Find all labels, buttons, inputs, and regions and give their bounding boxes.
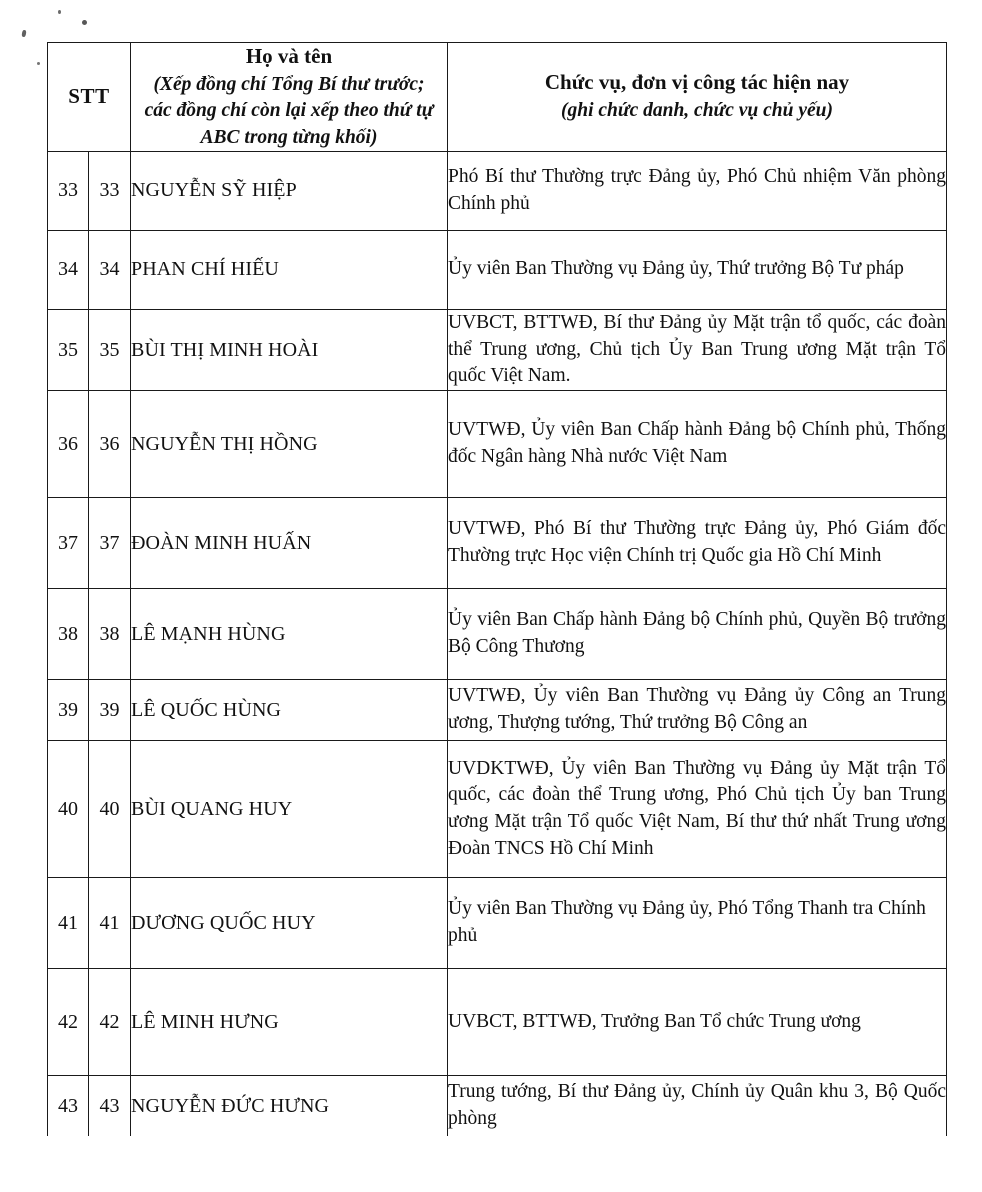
table-row — [48, 151, 947, 230]
row-position: UVTWĐ, Ủy viên Ban Thường vụ Đảng ủy Công an Trung ương, Thượng tướng, Thứ trưởng Bộ Công an — [448, 680, 947, 741]
row-stt-a: 40 — [48, 741, 89, 878]
row-name: BÙI THỊ MINH HOÀI — [131, 309, 448, 391]
row-stt-a: 39 — [48, 680, 89, 741]
table-row — [48, 230, 947, 309]
row-name: PHAN CHÍ HIẾU — [131, 230, 448, 309]
row-name: NGUYỄN SỸ HIỆP — [131, 151, 448, 230]
row-stt-a: 38 — [48, 589, 89, 680]
column-header-position — [448, 43, 947, 152]
table-header — [48, 43, 947, 152]
row-position: Phó Bí thư Thường trực Đảng ủy, Phó Chủ nhiệm Văn phòng Chính phủ — [448, 151, 947, 230]
table-row — [48, 741, 947, 878]
row-stt-b: 35 — [89, 309, 131, 391]
scan-speck-icon — [21, 30, 26, 38]
table-row — [48, 498, 947, 589]
table-row — [48, 309, 947, 391]
row-position: UVBCT, BTTWĐ, Trưởng Ban Tổ chức Trung ương — [448, 969, 947, 1076]
column-header-position-title: Chức vụ, đơn vị công tác hiện nay — [544, 70, 850, 95]
column-header-name-note-line-1: (Xếp đồng chí Tổng Bí thư trước; — [153, 74, 425, 96]
row-stt-b: 41 — [89, 878, 131, 969]
row-stt-b: 39 — [89, 680, 131, 741]
scan-speck-icon — [37, 62, 40, 65]
column-header-position-note: (ghi chức danh, chức vụ chủ yếu) — [561, 100, 833, 122]
row-stt-a: 33 — [48, 151, 89, 230]
header-row — [48, 43, 947, 152]
row-stt-a: 34 — [48, 230, 89, 309]
row-name: NGUYỄN ĐỨC HƯNG — [131, 1076, 448, 1137]
row-stt-b: 34 — [89, 230, 131, 309]
roster-table — [47, 42, 947, 1136]
row-name: LÊ MẠNH HÙNG — [131, 589, 448, 680]
row-position: UVBCT, BTTWĐ, Bí thư Đảng ủy Mặt trận tổ quốc, các đoàn thể Trung ương, Chủ tịch Ủy Ban Trung ương Mặt trận Tổ quốc Việt Nam. — [448, 309, 947, 391]
row-stt-a: 36 — [48, 391, 89, 498]
row-name: LÊ QUỐC HÙNG — [131, 680, 448, 741]
row-stt-a: 37 — [48, 498, 89, 589]
column-header-name-title: Họ và tên — [245, 44, 333, 68]
table-row — [48, 969, 947, 1076]
row-position: UVTWĐ, Phó Bí thư Thường trực Đảng ủy, Phó Giám đốc Thường trực Học viện Chính trị Quốc gia Hồ Chí Minh — [448, 498, 947, 589]
row-position: Trung tướng, Bí thư Đảng ủy, Chính ủy Quân khu 3, Bộ Quốc phòng — [448, 1076, 947, 1137]
column-header-name — [131, 43, 448, 152]
row-stt-b: 42 — [89, 969, 131, 1076]
row-position: Ủy viên Ban Thường vụ Đảng ủy, Phó Tổng Thanh tra Chính phủ — [448, 878, 947, 969]
row-stt-a: 35 — [48, 309, 89, 391]
column-header-stt: STT — [48, 43, 131, 152]
row-stt-b: 38 — [89, 589, 131, 680]
row-name: DƯƠNG QUỐC HUY — [131, 878, 448, 969]
row-stt-a: 43 — [48, 1076, 89, 1137]
row-position: UVTWĐ, Ủy viên Ban Chấp hành Đảng bộ Chính phủ, Thống đốc Ngân hàng Nhà nước Việt Nam — [448, 391, 947, 498]
scan-speck-icon — [82, 20, 87, 25]
row-stt-b: 33 — [89, 151, 131, 230]
row-stt-b: 40 — [89, 741, 131, 878]
row-position: Ủy viên Ban Chấp hành Đảng bộ Chính phủ, Quyền Bộ trưởng Bộ Công Thương — [448, 589, 947, 680]
row-stt-b: 36 — [89, 391, 131, 498]
row-name: LÊ MINH HƯNG — [131, 969, 448, 1076]
column-header-name-note-line-3: ABC trong từng khối) — [200, 126, 378, 148]
row-position: UVDKTWĐ, Ủy viên Ban Thường vụ Đảng ủy Mặt trận Tổ quốc, các đoàn thể Trung ương, Phó Chủ tịch Ủy ban Trung ương Mặt trận Tổ quốc Việt Nam, Bí thư thứ nhất Trung ương Đoàn TNCS Hồ Chí Minh — [448, 741, 947, 878]
row-stt-b: 43 — [89, 1076, 131, 1137]
row-position: Ủy viên Ban Thường vụ Đảng ủy, Thứ trưởng Bộ Tư pháp — [448, 230, 947, 309]
table-row — [48, 589, 947, 680]
row-stt-a: 41 — [48, 878, 89, 969]
table-body — [48, 151, 947, 1136]
row-name: BÙI QUANG HUY — [131, 741, 448, 878]
column-header-name-note-line-2: các đồng chí còn lại xếp theo thứ tự — [144, 100, 434, 122]
row-stt-b: 37 — [89, 498, 131, 589]
scan-speck-icon — [58, 10, 61, 14]
table-row — [48, 1076, 947, 1137]
table-row — [48, 680, 947, 741]
row-stt-a: 42 — [48, 969, 89, 1076]
table-row — [48, 391, 947, 498]
row-name: NGUYỄN THỊ HỒNG — [131, 391, 448, 498]
table-row — [48, 878, 947, 969]
row-name: ĐOÀN MINH HUẤN — [131, 498, 448, 589]
